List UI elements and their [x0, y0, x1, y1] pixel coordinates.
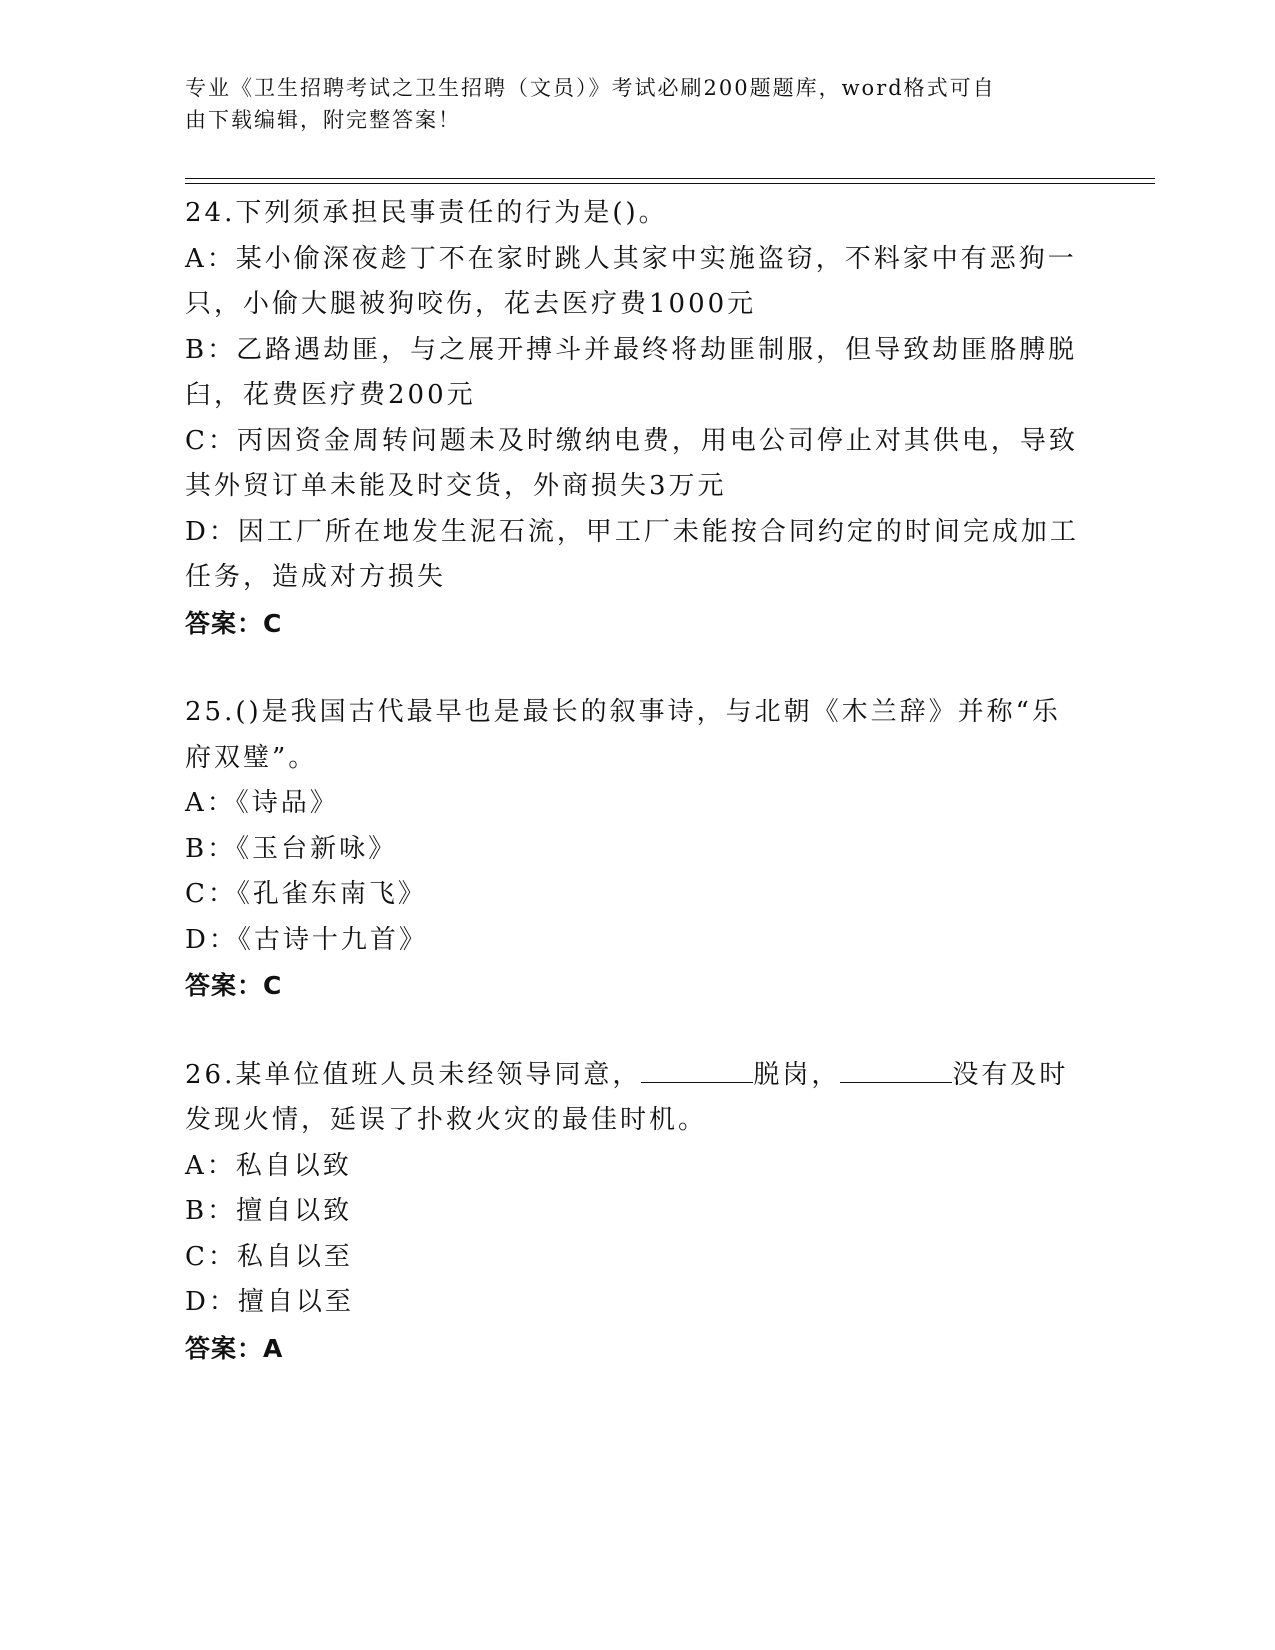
- question-spacer: [185, 1009, 1085, 1053]
- option-d: D：擅自以至: [185, 1287, 354, 1317]
- question-stem: 24.下列须承担民事责任的行为是()。: [185, 198, 668, 228]
- question-list: [185, 191, 1085, 1371]
- option-c: C：《孔雀东南飞》: [185, 879, 427, 909]
- question-stem: [185, 1053, 1085, 1099]
- fill-blank: [641, 1060, 753, 1083]
- option-text: 任务，造成对方损失: [185, 562, 447, 592]
- option-text: C：丙因资金周转问题未及时缴纳电费，用电公司停止对其供电，导致: [185, 425, 1078, 456]
- option-a: A：《诗品》: [185, 788, 339, 818]
- stem-part: 26.某单位值班人员未经领导同意，: [185, 1059, 642, 1090]
- question-stem: 发现火情，延误了扑救火灾的最佳时机。: [185, 1105, 708, 1135]
- option-text: 臼，花费医疗费200元: [185, 380, 476, 410]
- header-line-1: 专业《卫生招聘考试之卫生招聘（文员）》考试必刷200题题库，word格式可自: [185, 76, 996, 100]
- option-d: [185, 510, 1085, 601]
- option-c: C：私自以至: [185, 1241, 353, 1272]
- question-25: [185, 690, 1085, 1009]
- header-line-2: 由下载编辑，附完整答案！: [185, 108, 461, 132]
- option-b: B：《玉台新咏》: [185, 833, 398, 864]
- header-divider-bottom: [185, 183, 1155, 184]
- option-text: 其外贸订单未能及时交货，外商损失3万元: [185, 471, 727, 501]
- option-text: D：因工厂所在地发生泥石流，甲工厂未能按合同约定的时间完成加工: [185, 516, 1079, 547]
- stem-part: 脱岗，: [753, 1059, 841, 1090]
- option-text: 只，小偷大腿被狗咬伤，花去医疗费1000元: [185, 289, 757, 319]
- question-stem: 府双璧”。: [185, 742, 318, 773]
- fill-blank: [840, 1060, 952, 1083]
- answer-label: 答案：C: [185, 971, 283, 1000]
- option-d: D：《古诗十九首》: [185, 924, 428, 955]
- question-stem: 25.()是我国古代最早也是最长的叙事诗，与北朝《木兰辞》并称“乐: [185, 697, 1061, 727]
- stem-part: 没有及时: [952, 1059, 1069, 1090]
- option-b: B：擅自以致: [185, 1196, 353, 1226]
- document-header: [185, 72, 1075, 136]
- option-a: [185, 237, 1085, 328]
- answer-label: 答案：A: [185, 1333, 284, 1363]
- option-a: A：私自以致: [185, 1150, 352, 1181]
- option-c: [185, 419, 1085, 510]
- question-24: [185, 191, 1085, 646]
- option-text: B：乙路遇劫匪，与之展开搏斗并最终将劫匪制服，但导致劫匪胳膊脱: [185, 334, 1078, 365]
- question-26: [185, 1053, 1085, 1372]
- header-divider-top: [185, 178, 1155, 179]
- answer-label: 答案：C: [185, 608, 283, 638]
- question-spacer: [185, 646, 1085, 690]
- option-b: [185, 328, 1085, 419]
- option-text: A：某小偷深夜趁丁不在家时跳人其家中实施盗窃，不料家中有恶狗一: [185, 243, 1077, 274]
